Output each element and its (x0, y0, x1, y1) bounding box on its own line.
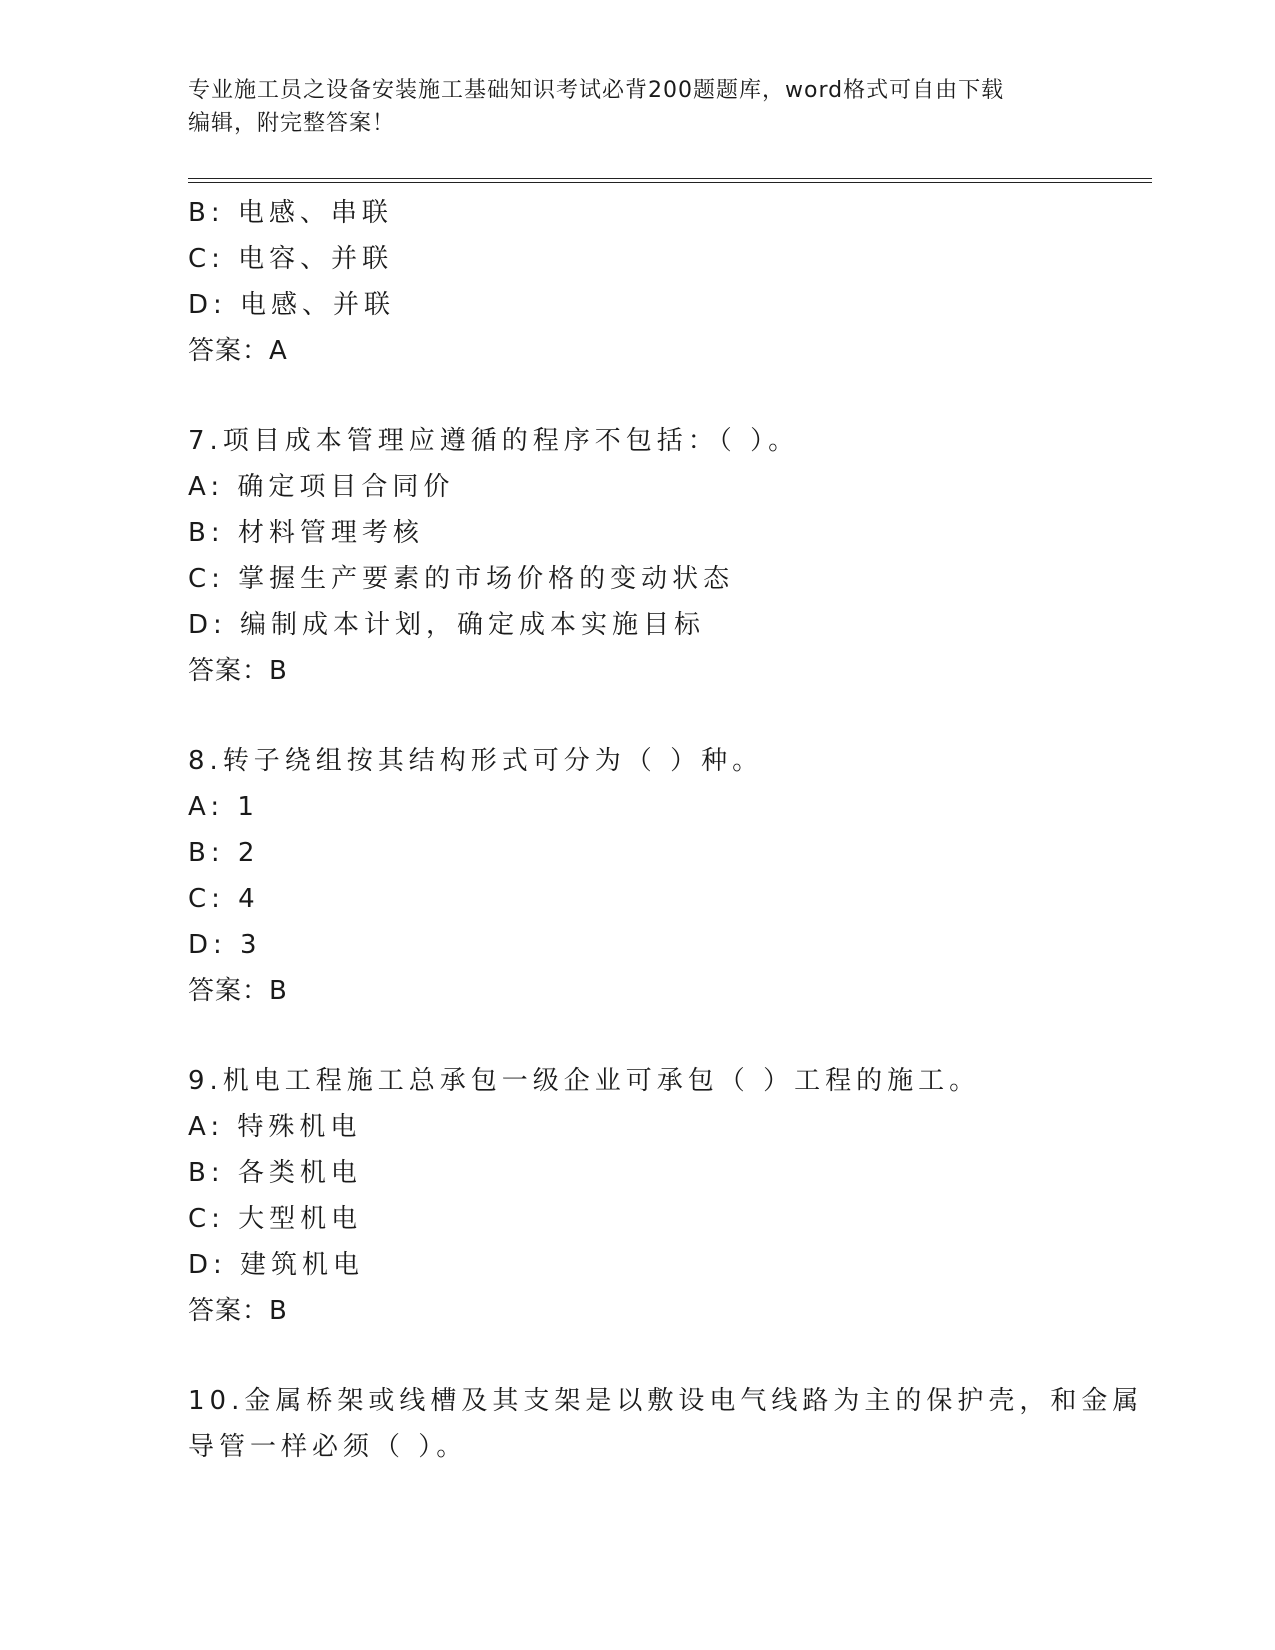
option-d: D: 电感、并联 (188, 290, 396, 320)
spacer (188, 374, 1152, 418)
option-a: A: 确定项目合同价 (188, 472, 455, 502)
spacer (188, 1334, 1152, 1378)
option-a: A: 特殊机电 (188, 1112, 362, 1142)
option-c: C: 大型机电 (188, 1204, 363, 1234)
option-d: D: 3 (188, 930, 262, 960)
question-block-7 (188, 418, 1152, 694)
option-b: B: 材料管理考核 (188, 518, 424, 548)
option-c: C: 掌握生产要素的市场价格的变动状态 (188, 564, 735, 594)
question-stem-line1: 10.金属桥架或线槽及其支架是以敷设电气线路为主的保护壳，和金属 (188, 1386, 1144, 1416)
question-stem: 9.机电工程施工总承包一级企业可承包（ ）工程的施工。 (188, 1066, 981, 1096)
question-stem: 8.转子绕组按其结构形式可分为（ ）种。 (188, 746, 764, 776)
option-b: B: 2 (188, 838, 260, 868)
question-stem: 7.项目成本管理应遵循的程序不包括：（ ）。 (188, 426, 800, 456)
option-b: B: 各类机电 (188, 1158, 362, 1188)
spacer (188, 694, 1152, 738)
option-a: A: 1 (188, 792, 259, 822)
option-d: D: 建筑机电 (188, 1250, 365, 1280)
question-block-10 (188, 1378, 1152, 1470)
question-block-6 (188, 190, 1152, 374)
question-list (188, 190, 1152, 1470)
spacer (188, 1014, 1152, 1058)
header-title-line1: 专业施工员之设备安装施工基础知识考试必背200题题库，word格式可自由下载 (188, 78, 1005, 103)
header-title-line2: 编辑，附完整答案！ (188, 111, 396, 136)
question-block-9 (188, 1058, 1152, 1334)
option-d: D: 编制成本计划，确定成本实施目标 (188, 610, 706, 640)
question-block-8 (188, 738, 1152, 1014)
header-divider (188, 178, 1152, 183)
answer-label: 答案：A (188, 336, 288, 366)
question-stem-line2: 导管一样必须（ ）。 (188, 1432, 468, 1462)
answer-label: 答案：B (188, 976, 288, 1006)
option-b: B: 电感、串联 (188, 198, 393, 228)
document-header (188, 74, 1088, 140)
option-c: C: 4 (188, 884, 260, 914)
answer-label: 答案：B (188, 656, 288, 686)
answer-label: 答案：B (188, 1296, 288, 1326)
option-c: C: 电容、并联 (188, 244, 394, 274)
